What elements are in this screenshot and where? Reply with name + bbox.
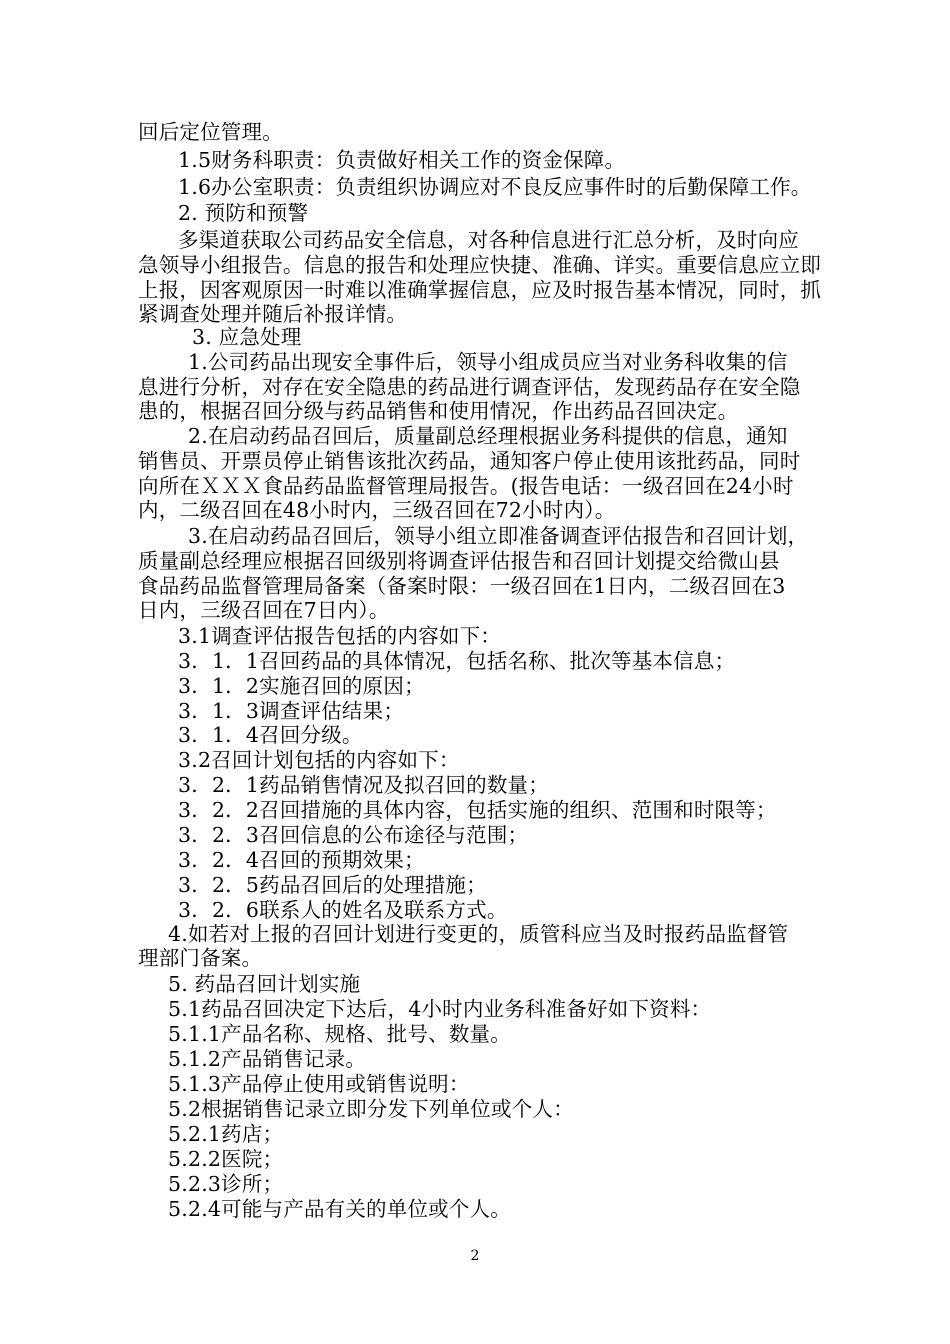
list-item: 3．2．1药品销售情况及拟召回的数量； — [178, 773, 549, 797]
list-item: 5.1.3产品停止使用或销售说明： — [168, 1072, 470, 1096]
list-item: 3．1．3调查评估结果； — [178, 699, 405, 723]
list-item: 5.1.1产品名称、规格、批号、数量。 — [168, 1022, 511, 1046]
text-line: 理部门备案。 — [138, 946, 263, 970]
list-item: 3．2．2召回措施的具体内容，包括实施的组织、范围和时限等； — [178, 798, 777, 822]
text-line: 1.6办公室职责：负责组织协调应对不良反应事件时的后勤保障工作。 — [178, 175, 812, 199]
text-line: 3.1调查评估报告包括的内容如下： — [178, 624, 502, 648]
text-line: 4.如若对上报的召回计划进行变更的，质管科应当及时报药品监督管 — [168, 922, 789, 946]
section-heading: 2. 预防和预警 — [178, 201, 309, 225]
text-line: 1.5财务科职责：负责做好相关工作的资金保障。 — [178, 148, 626, 172]
list-item: 3．1．2实施召回的原因； — [178, 674, 425, 698]
section-heading: 3. 应急处理 — [192, 325, 302, 349]
list-item: 3．2．4召回的预期效果； — [178, 848, 425, 872]
list-item: 5.1.2产品销售记录。 — [168, 1047, 367, 1071]
section-heading: 5. 药品召回计划实施 — [168, 972, 361, 996]
text-line: 销售员、开票员停止销售该批次药品，通知客户停止使用该批药品，同时 — [138, 449, 801, 473]
text-line: 息进行分析，对存在安全隐患的药品进行调查评估，发现药品存在安全隐 — [138, 375, 801, 399]
text-line: 回后定位管理。 — [138, 120, 283, 144]
text-line: 5.2根据销售记录立即分发下列单位或个人： — [168, 1097, 574, 1121]
text-line: 1.公司药品出现安全事件后，领导小组成员应当对业务科收集的信 — [188, 350, 788, 374]
text-line: 食品药品监督管理局备案（备案时限：一级召回在1日内，二级召回在3 — [138, 574, 786, 598]
list-item: 5.2.1药店； — [168, 1122, 284, 1146]
list-item: 3．2．5药品召回后的处理措施； — [178, 873, 487, 897]
text-line: 3.2召回计划包括的内容如下： — [178, 748, 460, 772]
text-line: 紧调查处理并随后补报详情。 — [138, 302, 408, 326]
text-line: 5.1药品召回决定下达后，4小时内业务科准备好如下资料： — [168, 997, 712, 1021]
list-item: 3．2．3召回信息的公布途径与范围； — [178, 823, 529, 847]
text-line: 多渠道获取公司药品安全信息，对各种信息进行汇总分析，及时向应 — [178, 228, 799, 252]
text-line: 质量副总经理应根据召回级别将调查评估报告和召回计划提交给微山县 — [138, 549, 780, 573]
text-line: 急领导小组报告。信息的报告和处理应快捷、准确、详实。重要信息应立即 — [138, 253, 822, 277]
text-line: 患的，根据召回分级与药品销售和使用情况，作出药品召回决定。 — [138, 399, 739, 423]
list-item: 3．2．6联系人的姓名及联系方式。 — [178, 898, 508, 922]
text-line: 3.在启动药品召回后，领导小组立即准备调查评估报告和召回计划， — [188, 524, 809, 548]
list-item: 5.2.3诊所； — [168, 1172, 284, 1196]
text-line: 向所在ＸＸＸ食品药品监督管理局报告。(报告电话：一级召回在24小时 — [138, 474, 794, 498]
text-line: 2.在启动药品召回后，质量副总经理根据业务科提供的信息，通知 — [188, 424, 788, 448]
text-line: 日内，三级召回在7日内）。 — [138, 598, 390, 622]
text-line: 上报，因客观原因一时难以准确掌握信息，应及时报告基本情况，同时，抓 — [138, 278, 822, 302]
list-item: 5.2.2医院； — [168, 1147, 284, 1171]
list-item: 3．1．4召回分级。 — [178, 723, 363, 747]
list-item: 3．1．1召回药品的具体情况，包括名称、批次等基本信息； — [178, 649, 736, 673]
list-item: 5.2.4可能与产品有关的单位或个人。 — [168, 1197, 511, 1221]
page-number: 2 — [470, 1248, 480, 1264]
text-line: 内，二级召回在48小时内，三级召回在72小时内）。 — [138, 498, 616, 522]
